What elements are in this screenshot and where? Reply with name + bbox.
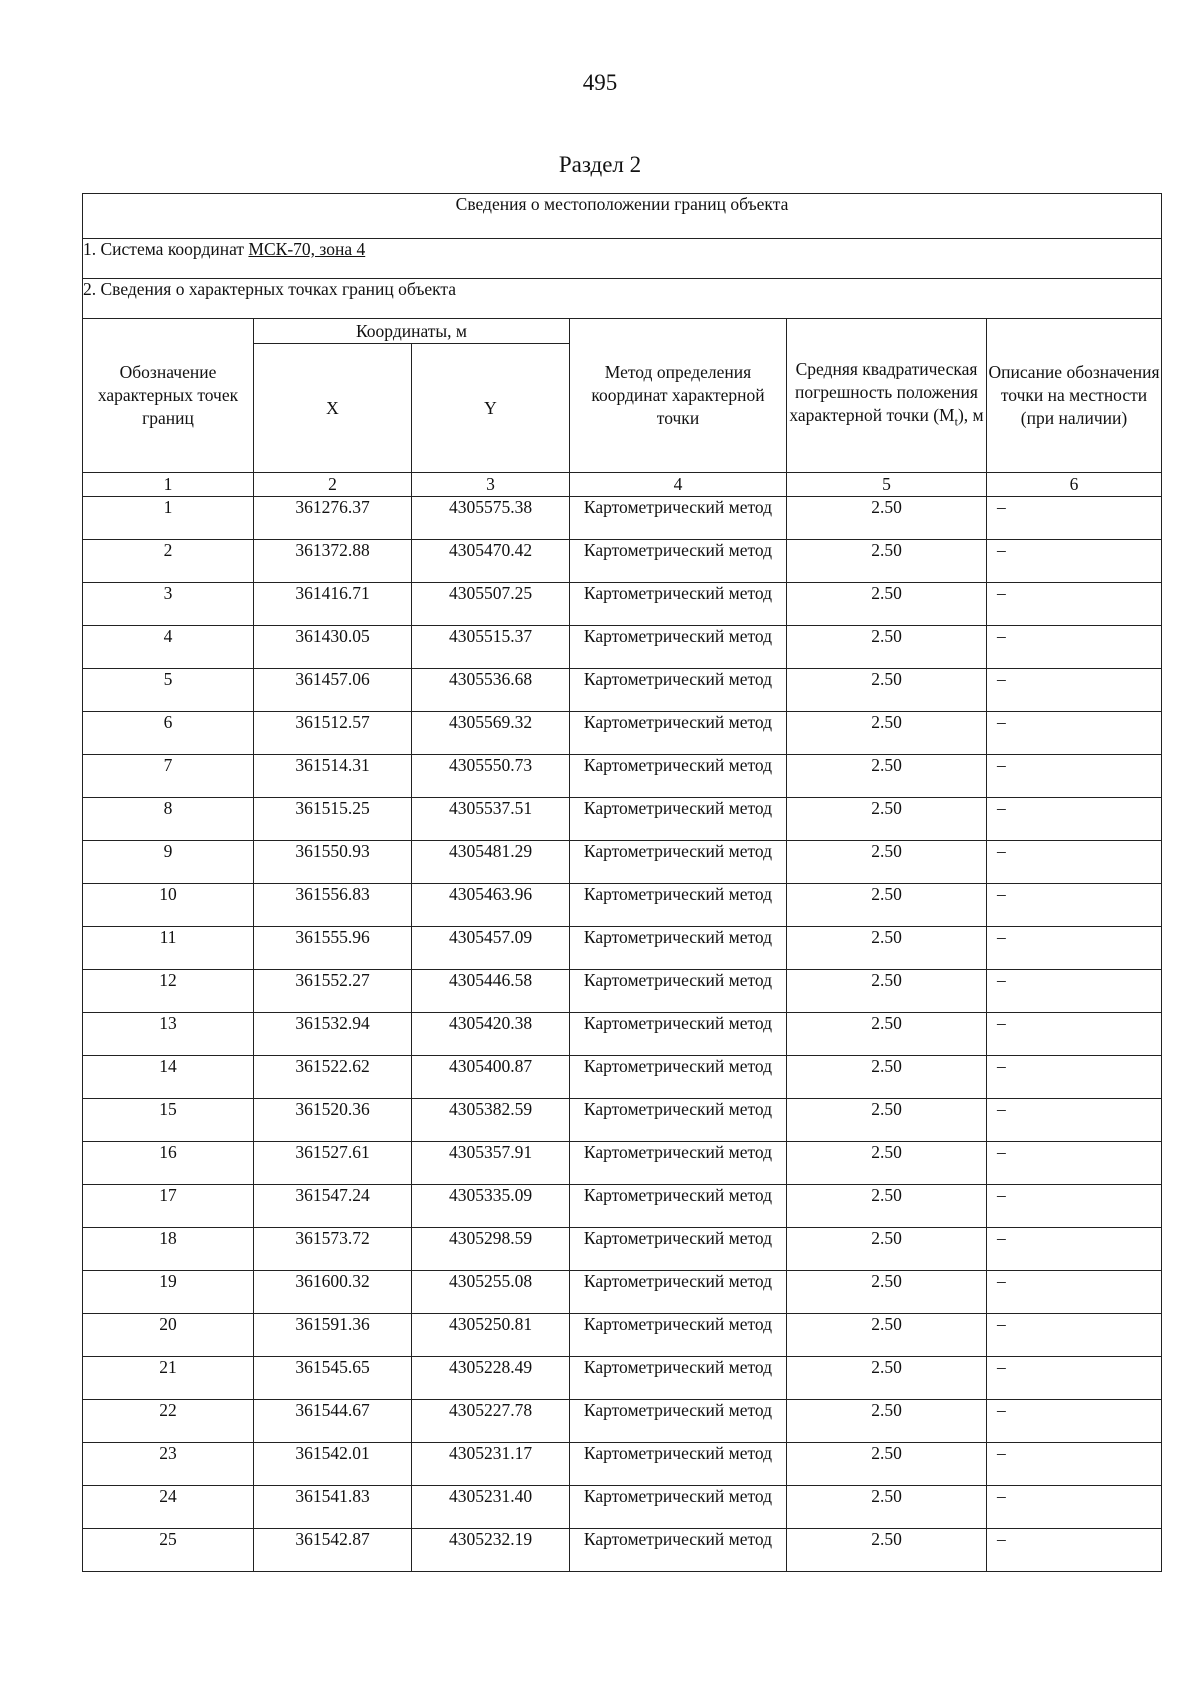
header-coordinates: Координаты, м xyxy=(254,319,570,344)
cell-point-number: 18 xyxy=(83,1228,254,1271)
cell-point-number: 25 xyxy=(83,1529,254,1572)
cell-coord-x: 361512.57 xyxy=(254,712,412,755)
table-row xyxy=(83,1228,1162,1271)
cell-coord-x: 361542.01 xyxy=(254,1443,412,1486)
column-number: 1 xyxy=(83,473,254,497)
cell-method: Картометрический метод xyxy=(570,1443,787,1486)
cell-point-number: 17 xyxy=(83,1185,254,1228)
cell-point-number: 24 xyxy=(83,1486,254,1529)
cell-coord-x: 361522.62 xyxy=(254,1056,412,1099)
cell-method: Картометрический метод xyxy=(570,1013,787,1056)
header-error-subscript: t xyxy=(954,414,958,429)
cell-coord-y: 4305470.42 xyxy=(412,540,570,583)
cell-error-value: 2.50 xyxy=(787,927,987,970)
table-row xyxy=(83,1056,1162,1099)
cell-coord-y: 4305481.29 xyxy=(412,841,570,884)
cell-error-value: 2.50 xyxy=(787,669,987,712)
cell-point-number: 4 xyxy=(83,626,254,669)
header-method: Метод определения координат характерной точки xyxy=(570,319,787,473)
cell-method: Картометрический метод xyxy=(570,1271,787,1314)
cell-method: Картометрический метод xyxy=(570,970,787,1013)
cell-error-value: 2.50 xyxy=(787,1529,987,1572)
table-row xyxy=(83,1400,1162,1443)
cell-desc: – xyxy=(987,669,1162,712)
cell-point-number: 9 xyxy=(83,841,254,884)
cell-coord-x: 361547.24 xyxy=(254,1185,412,1228)
table-row xyxy=(83,841,1162,884)
table-row xyxy=(83,1486,1162,1529)
cell-method: Картометрический метод xyxy=(570,712,787,755)
cell-coord-y: 4305335.09 xyxy=(412,1185,570,1228)
table-row xyxy=(83,497,1162,540)
cell-point-number: 8 xyxy=(83,798,254,841)
cell-coord-x: 361416.71 xyxy=(254,583,412,626)
page-number: 495 xyxy=(582,70,618,95)
cell-desc: – xyxy=(987,1056,1162,1099)
cell-point-number: 15 xyxy=(83,1099,254,1142)
cell-method: Картометрический метод xyxy=(570,626,787,669)
cell-method: Картометрический метод xyxy=(570,755,787,798)
cell-desc: – xyxy=(987,970,1162,1013)
table-row xyxy=(83,1443,1162,1486)
cell-method: Картометрический метод xyxy=(570,1228,787,1271)
cell-desc: – xyxy=(987,1357,1162,1400)
table-row xyxy=(83,1529,1162,1572)
cell-method: Картометрический метод xyxy=(570,1142,787,1185)
cell-error-value: 2.50 xyxy=(787,626,987,669)
cell-desc: – xyxy=(987,1443,1162,1486)
cell-coord-x: 361541.83 xyxy=(254,1486,412,1529)
cell-desc: – xyxy=(987,583,1162,626)
cell-desc: – xyxy=(987,927,1162,970)
cell-error-value: 2.50 xyxy=(787,884,987,927)
cell-coord-y: 4305232.19 xyxy=(412,1529,570,1572)
cell-point-number: 12 xyxy=(83,970,254,1013)
cell-desc: – xyxy=(987,841,1162,884)
cell-error-value: 2.50 xyxy=(787,1357,987,1400)
cell-coord-y: 4305357.91 xyxy=(412,1142,570,1185)
cell-coord-y: 4305255.08 xyxy=(412,1271,570,1314)
cell-coord-x: 361276.37 xyxy=(254,497,412,540)
cell-point-number: 21 xyxy=(83,1357,254,1400)
cell-desc: – xyxy=(987,540,1162,583)
cell-coord-x: 361555.96 xyxy=(254,927,412,970)
cell-desc: – xyxy=(987,1529,1162,1572)
cell-coord-y: 4305457.09 xyxy=(412,927,570,970)
cell-coord-y: 4305515.37 xyxy=(412,626,570,669)
cell-method: Картометрический метод xyxy=(570,1314,787,1357)
cell-error-value: 2.50 xyxy=(787,1142,987,1185)
cell-coord-x: 361514.31 xyxy=(254,755,412,798)
points-heading: 2. Сведения о характерных точках границ объекта xyxy=(83,279,1162,319)
header-description: Описание обозначения точки на местности (при наличии) xyxy=(987,319,1162,473)
cell-error-value: 2.50 xyxy=(787,1271,987,1314)
cell-point-number: 22 xyxy=(83,1400,254,1443)
coordinate-system-label: 1. Система координат xyxy=(83,239,249,259)
column-number: 5 xyxy=(787,473,987,497)
header-y: Y xyxy=(412,344,570,473)
cell-coord-y: 4305250.81 xyxy=(412,1314,570,1357)
section-title: Раздел 2 xyxy=(558,152,642,177)
cell-coord-y: 4305575.38 xyxy=(412,497,570,540)
header-designation: Обозначение характерных точек границ xyxy=(83,319,254,473)
cell-desc: – xyxy=(987,884,1162,927)
cell-point-number: 3 xyxy=(83,583,254,626)
cell-coord-x: 361372.88 xyxy=(254,540,412,583)
table-row xyxy=(83,626,1162,669)
cell-method: Картометрический метод xyxy=(570,1185,787,1228)
cell-error-value: 2.50 xyxy=(787,1400,987,1443)
cell-point-number: 16 xyxy=(83,1142,254,1185)
cell-method: Картометрический метод xyxy=(570,669,787,712)
cell-point-number: 23 xyxy=(83,1443,254,1486)
cell-point-number: 11 xyxy=(83,927,254,970)
column-number: 3 xyxy=(412,473,570,497)
cell-point-number: 14 xyxy=(83,1056,254,1099)
cell-desc: – xyxy=(987,1228,1162,1271)
cell-coord-x: 361573.72 xyxy=(254,1228,412,1271)
header-error xyxy=(787,319,987,473)
cell-desc: – xyxy=(987,1271,1162,1314)
table-row xyxy=(83,970,1162,1013)
cell-desc: – xyxy=(987,1099,1162,1142)
table-row xyxy=(83,755,1162,798)
cell-method: Картометрический метод xyxy=(570,540,787,583)
cell-desc: – xyxy=(987,798,1162,841)
cell-coord-x: 361591.36 xyxy=(254,1314,412,1357)
cell-desc: – xyxy=(987,1142,1162,1185)
column-number: 4 xyxy=(570,473,787,497)
cell-error-value: 2.50 xyxy=(787,1228,987,1271)
cell-point-number: 6 xyxy=(83,712,254,755)
cell-coord-y: 4305536.68 xyxy=(412,669,570,712)
boundary-points-table xyxy=(82,193,1162,1572)
coordinate-system-value: МСК-70, зона 4 xyxy=(248,239,366,259)
cell-point-number: 2 xyxy=(83,540,254,583)
cell-error-value: 2.50 xyxy=(787,712,987,755)
cell-error-value: 2.50 xyxy=(787,1013,987,1056)
table-row xyxy=(83,583,1162,626)
cell-coord-x: 361430.05 xyxy=(254,626,412,669)
cell-coord-y: 4305231.40 xyxy=(412,1486,570,1529)
cell-coord-x: 361457.06 xyxy=(254,669,412,712)
cell-coord-x: 361544.67 xyxy=(254,1400,412,1443)
cell-error-value: 2.50 xyxy=(787,798,987,841)
cell-method: Картометрический метод xyxy=(570,884,787,927)
cell-method: Картометрический метод xyxy=(570,1056,787,1099)
table-row xyxy=(83,712,1162,755)
header-error-text: Средняя квадратическая погрешность положения характерной точки (M xyxy=(789,358,978,425)
table-row xyxy=(83,927,1162,970)
cell-method: Картометрический метод xyxy=(570,841,787,884)
cell-method: Картометрический метод xyxy=(570,1486,787,1529)
cell-point-number: 10 xyxy=(83,884,254,927)
cell-desc: – xyxy=(987,1400,1162,1443)
cell-desc: – xyxy=(987,1185,1162,1228)
table-row xyxy=(83,1314,1162,1357)
cell-coord-y: 4305446.58 xyxy=(412,970,570,1013)
cell-coord-x: 361527.61 xyxy=(254,1142,412,1185)
cell-error-value: 2.50 xyxy=(787,1443,987,1486)
cell-coord-x: 361550.93 xyxy=(254,841,412,884)
table-title: Сведения о местоположении границ объекта xyxy=(83,194,1162,239)
table-row xyxy=(83,669,1162,712)
cell-error-value: 2.50 xyxy=(787,1486,987,1529)
cell-method: Картометрический метод xyxy=(570,1357,787,1400)
table-row xyxy=(83,1013,1162,1056)
cell-coord-y: 4305463.96 xyxy=(412,884,570,927)
cell-coord-x: 361556.83 xyxy=(254,884,412,927)
table-row xyxy=(83,1357,1162,1400)
cell-method: Картометрический метод xyxy=(570,1529,787,1572)
cell-point-number: 13 xyxy=(83,1013,254,1056)
cell-point-number: 5 xyxy=(83,669,254,712)
cell-coord-y: 4305382.59 xyxy=(412,1099,570,1142)
cell-method: Картометрический метод xyxy=(570,798,787,841)
cell-error-value: 2.50 xyxy=(787,540,987,583)
cell-desc: – xyxy=(987,1013,1162,1056)
cell-coord-y: 4305231.17 xyxy=(412,1443,570,1486)
cell-desc: – xyxy=(987,1314,1162,1357)
cell-coord-x: 361545.65 xyxy=(254,1357,412,1400)
column-number: 6 xyxy=(987,473,1162,497)
cell-desc: – xyxy=(987,1486,1162,1529)
cell-desc: – xyxy=(987,626,1162,669)
cell-desc: – xyxy=(987,755,1162,798)
cell-error-value: 2.50 xyxy=(787,1099,987,1142)
cell-coord-y: 4305507.25 xyxy=(412,583,570,626)
cell-coord-y: 4305420.38 xyxy=(412,1013,570,1056)
cell-point-number: 7 xyxy=(83,755,254,798)
cell-method: Картометрический метод xyxy=(570,497,787,540)
table-row xyxy=(83,1099,1162,1142)
cell-point-number: 19 xyxy=(83,1271,254,1314)
cell-desc: – xyxy=(987,497,1162,540)
coordinate-system-row xyxy=(83,239,1162,279)
cell-method: Картометрический метод xyxy=(570,927,787,970)
cell-error-value: 2.50 xyxy=(787,755,987,798)
cell-error-value: 2.50 xyxy=(787,1056,987,1099)
cell-coord-x: 361600.32 xyxy=(254,1271,412,1314)
cell-point-number: 1 xyxy=(83,497,254,540)
cell-coord-x: 361532.94 xyxy=(254,1013,412,1056)
cell-coord-x: 361515.25 xyxy=(254,798,412,841)
cell-error-value: 2.50 xyxy=(787,841,987,884)
cell-coord-y: 4305228.49 xyxy=(412,1357,570,1400)
cell-coord-x: 361552.27 xyxy=(254,970,412,1013)
table-row xyxy=(83,1271,1162,1314)
cell-coord-y: 4305227.78 xyxy=(412,1400,570,1443)
cell-method: Картометрический метод xyxy=(570,1099,787,1142)
table-row xyxy=(83,1185,1162,1228)
cell-coord-x: 361520.36 xyxy=(254,1099,412,1142)
column-number: 2 xyxy=(254,473,412,497)
cell-error-value: 2.50 xyxy=(787,583,987,626)
cell-method: Картометрический метод xyxy=(570,1400,787,1443)
cell-error-value: 2.50 xyxy=(787,497,987,540)
cell-method: Картометрический метод xyxy=(570,583,787,626)
table-row xyxy=(83,1142,1162,1185)
cell-coord-y: 4305550.73 xyxy=(412,755,570,798)
cell-error-value: 2.50 xyxy=(787,1185,987,1228)
table-row xyxy=(83,798,1162,841)
table-row xyxy=(83,540,1162,583)
cell-coord-x: 361542.87 xyxy=(254,1529,412,1572)
cell-point-number: 20 xyxy=(83,1314,254,1357)
table-row xyxy=(83,884,1162,927)
cell-error-value: 2.50 xyxy=(787,970,987,1013)
cell-coord-y: 4305400.87 xyxy=(412,1056,570,1099)
cell-coord-y: 4305298.59 xyxy=(412,1228,570,1271)
header-error-unit: ), м xyxy=(957,404,984,425)
header-x: X xyxy=(254,344,412,473)
cell-desc: – xyxy=(987,712,1162,755)
cell-coord-y: 4305537.51 xyxy=(412,798,570,841)
cell-error-value: 2.50 xyxy=(787,1314,987,1357)
cell-coord-y: 4305569.32 xyxy=(412,712,570,755)
